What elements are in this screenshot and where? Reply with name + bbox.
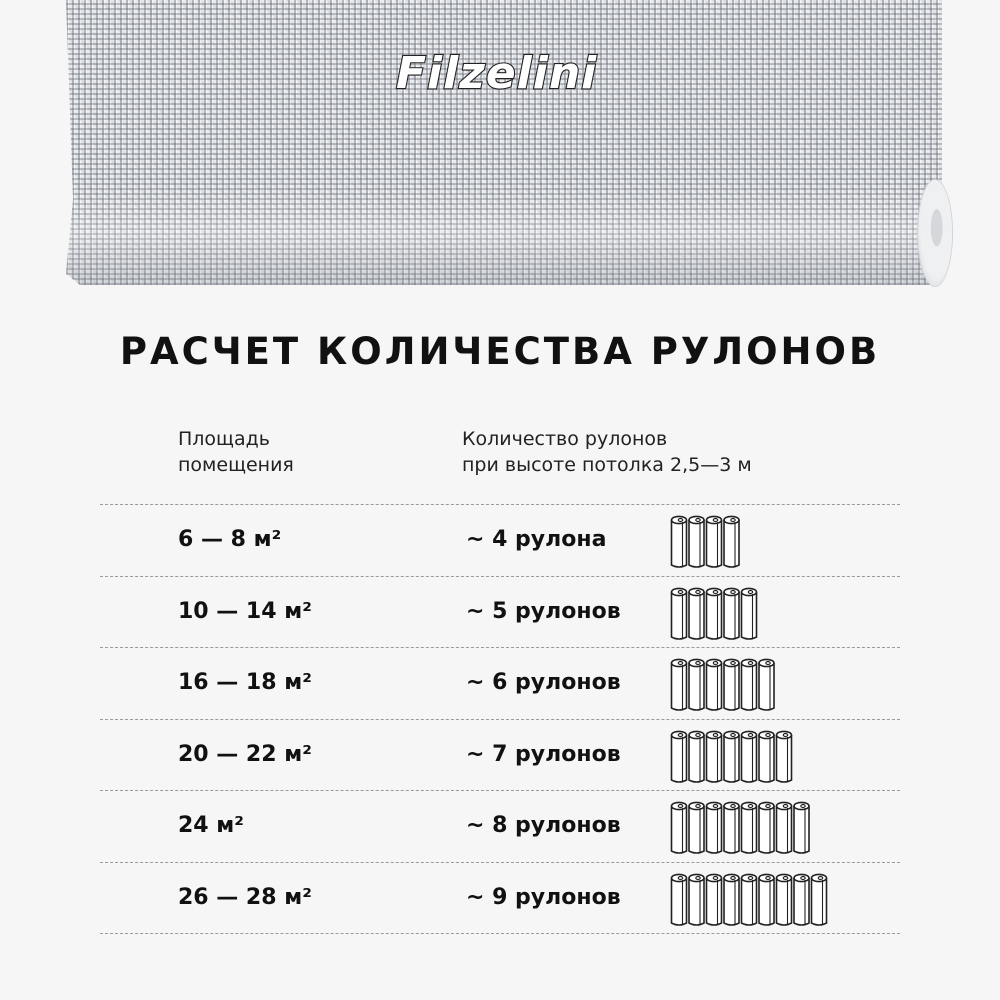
row-divider xyxy=(100,719,900,720)
table-row xyxy=(0,720,1000,790)
roll-icon xyxy=(724,731,739,782)
roll-icons-group xyxy=(670,728,797,786)
roll-icon xyxy=(689,588,704,639)
roll-icon xyxy=(759,802,774,853)
roll-icon xyxy=(689,659,704,710)
row-area: 20 — 22 м² xyxy=(178,741,312,767)
row-area: 16 — 18 м² xyxy=(178,670,312,695)
row-roll-count: ~ 5 рулонов xyxy=(466,598,621,624)
column-header-area xyxy=(178,426,418,478)
wallpaper-roll-image xyxy=(0,0,1000,300)
table-row xyxy=(0,791,1000,861)
roll-icons-group xyxy=(670,656,779,714)
roll-icon xyxy=(724,516,739,567)
roll-icon xyxy=(812,874,827,925)
roll-icon xyxy=(777,802,792,853)
roll-icon xyxy=(707,874,722,925)
roll-icon xyxy=(777,731,792,782)
row-area: 6 — 8 м² xyxy=(178,527,282,552)
roll-icon xyxy=(672,802,687,853)
brand-logo-text: Filzelini xyxy=(396,48,598,99)
roll-icon xyxy=(707,588,722,639)
table-row xyxy=(0,577,1000,647)
roll-icon xyxy=(794,874,809,925)
roll-icon xyxy=(724,874,739,925)
row-area: 10 — 14 м² xyxy=(178,598,312,624)
row-divider xyxy=(100,862,900,863)
roll-icon xyxy=(759,659,774,710)
roll-icon xyxy=(672,731,687,782)
row-divider xyxy=(100,576,900,577)
row-roll-count: ~ 4 рулона xyxy=(466,527,607,552)
roll-icons-group xyxy=(670,799,814,857)
roll-icon xyxy=(689,802,704,853)
roll-icon xyxy=(707,659,722,710)
row-roll-count: ~ 9 рулонов xyxy=(466,884,621,910)
roll-icon xyxy=(742,731,757,782)
roll-icon xyxy=(672,588,687,639)
row-divider xyxy=(100,933,900,934)
page-title: РАСЧЕТ КОЛИЧЕСТВА РУЛОНОВ xyxy=(119,330,881,373)
column-header-area-line1: Площадь xyxy=(178,428,270,450)
column-header-area-line2: помещения xyxy=(178,454,294,476)
roll-icons-group xyxy=(670,871,832,929)
roll-icon xyxy=(707,516,722,567)
roll-icon xyxy=(672,516,687,567)
roll-icon xyxy=(724,588,739,639)
column-header-rolls xyxy=(462,426,882,478)
roll-icon xyxy=(672,874,687,925)
roll-icons-group xyxy=(670,585,762,643)
row-roll-count: ~ 7 рулонов xyxy=(466,741,621,767)
row-roll-count: ~ 8 рулонов xyxy=(466,813,621,838)
roll-icon xyxy=(689,874,704,925)
roll-icon xyxy=(759,874,774,925)
column-header-rolls-line2: при высоте потолка 2,5—3 м xyxy=(462,454,752,476)
row-area: 26 — 28 м² xyxy=(178,884,312,910)
roll-icon xyxy=(689,731,704,782)
table-row xyxy=(0,505,1000,575)
roll-icon xyxy=(672,659,687,710)
roll-icon xyxy=(707,802,722,853)
roll-icon xyxy=(794,802,809,853)
roll-icon xyxy=(742,802,757,853)
row-roll-count: ~ 6 рулонов xyxy=(466,670,621,695)
row-area: 24 м² xyxy=(178,813,244,838)
roll-icon xyxy=(742,659,757,710)
roll-icon xyxy=(742,588,757,639)
roll-icon xyxy=(777,874,792,925)
roll-icon xyxy=(759,731,774,782)
roll-icon xyxy=(689,516,704,567)
roll-icons-group xyxy=(670,513,744,571)
roll-end xyxy=(918,180,952,286)
roll-icon xyxy=(707,731,722,782)
roll-icon xyxy=(724,659,739,710)
brand-logo xyxy=(392,38,612,102)
table-row xyxy=(0,863,1000,933)
roll-icon xyxy=(724,802,739,853)
table-row xyxy=(0,648,1000,718)
row-divider xyxy=(100,504,900,505)
row-divider xyxy=(100,647,900,648)
roll-icon xyxy=(742,874,757,925)
column-header-rolls-line1: Количество рулонов xyxy=(462,428,668,450)
row-divider xyxy=(100,790,900,791)
